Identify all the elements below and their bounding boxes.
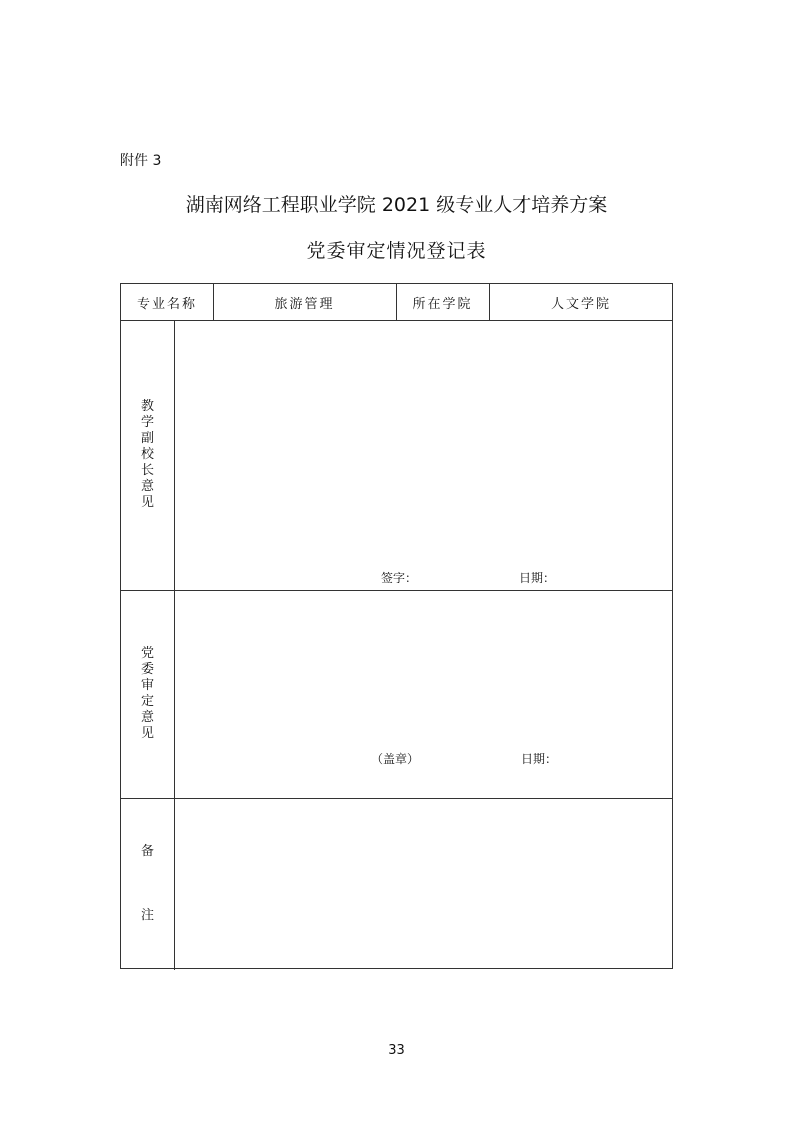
- major-name-value: 旅游管理: [274, 296, 335, 312]
- row-divider: [121, 590, 672, 591]
- seal-label: （盖章）: [371, 752, 420, 766]
- form-title: 党委审定情况登记表: [306, 240, 487, 262]
- remarks-label: 备 注: [140, 844, 154, 923]
- vp-date-label: 日期：: [519, 571, 556, 585]
- registration-form-table: [120, 283, 673, 969]
- row-divider: [121, 320, 672, 321]
- vp-opinion-label: 教 学 副 校 长 意 见: [140, 399, 154, 510]
- signature-label: 签字：: [381, 571, 418, 585]
- document-title: 湖南网络工程职业学院 2021 级专业人才培养方案: [185, 194, 608, 216]
- major-name-label: 专业名称: [136, 296, 197, 312]
- attachment-label: 附件 3: [120, 153, 162, 169]
- column-divider: [174, 320, 175, 970]
- row-divider: [121, 798, 672, 799]
- college-label: 所在学院: [412, 296, 473, 312]
- party-opinion-label: 党 委 审 定 意 见: [140, 646, 154, 741]
- party-date-label: 日期：: [521, 752, 558, 766]
- page-number: 33: [388, 1043, 405, 1058]
- college-value: 人文学院: [550, 296, 611, 312]
